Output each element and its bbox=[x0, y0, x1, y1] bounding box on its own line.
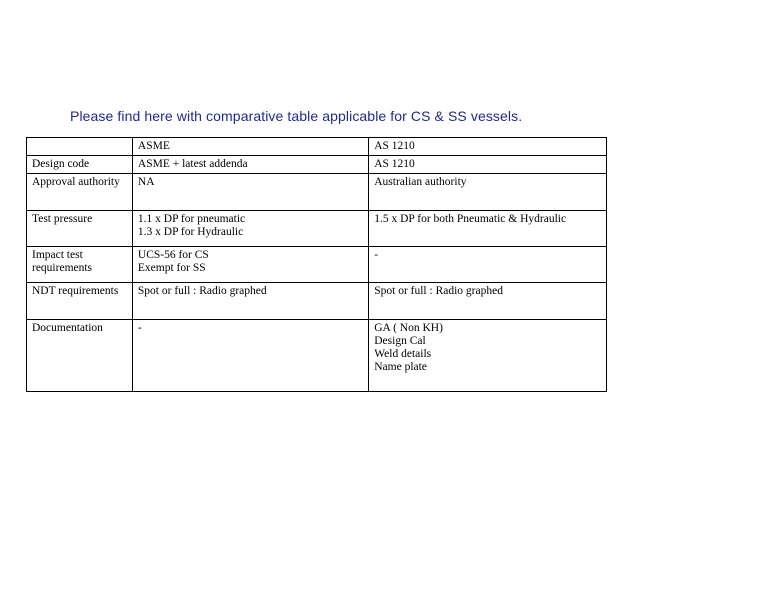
cell-line: Documentation bbox=[32, 322, 103, 334]
cell-line: Name plate bbox=[374, 361, 427, 373]
cell-line: Spot or full : Radio graphed bbox=[374, 285, 503, 297]
cell-line: 1.5 x DP for both Pneumatic & Hydraulic bbox=[374, 213, 567, 225]
row-label bbox=[27, 174, 133, 211]
header-cell-blank bbox=[27, 138, 133, 156]
asme-cell bbox=[132, 156, 368, 174]
cell-line: Design code bbox=[32, 158, 90, 170]
cell-line: NDT requirements bbox=[32, 285, 119, 297]
cell-line: - bbox=[137, 322, 142, 334]
cell-line: requirements bbox=[32, 262, 93, 274]
cell-line: ASME + latest addenda bbox=[137, 158, 248, 170]
cell-line: UCS-56 for CS bbox=[137, 249, 209, 261]
table-row-ndt bbox=[27, 283, 607, 320]
cell-line: GA ( Non KH) bbox=[374, 322, 443, 334]
asme-cell bbox=[132, 211, 368, 247]
cell-line: Design Cal bbox=[374, 335, 426, 347]
cell-line: Weld details bbox=[374, 348, 432, 360]
as1210-cell bbox=[369, 211, 607, 247]
intro-text: Please find here with comparative table applicable for CS & SS vessels. bbox=[70, 108, 523, 124]
row-label bbox=[27, 283, 133, 320]
cell-line: Exempt for SS bbox=[137, 262, 206, 274]
comparison-table bbox=[26, 137, 607, 392]
asme-cell bbox=[132, 320, 368, 392]
table-row-test-pressure bbox=[27, 211, 607, 247]
as1210-cell bbox=[369, 247, 607, 283]
cell-line: Spot or full : Radio graphed bbox=[137, 285, 267, 297]
table-header-row bbox=[27, 138, 607, 156]
table-row-approval-authority bbox=[27, 174, 607, 211]
row-label bbox=[27, 156, 133, 174]
asme-cell bbox=[132, 174, 368, 211]
table-row-documentation bbox=[27, 320, 607, 392]
cell-line: 1.1 x DP for pneumatic bbox=[137, 213, 246, 225]
cell-line: Test pressure bbox=[32, 213, 93, 225]
cell-line: Impact test bbox=[32, 249, 83, 261]
table-row-impact-test bbox=[27, 247, 607, 283]
asme-cell bbox=[132, 283, 368, 320]
cell-line: - bbox=[374, 249, 379, 261]
cell-line: Australian authority bbox=[374, 176, 467, 188]
row-label bbox=[27, 211, 133, 247]
asme-cell bbox=[132, 247, 368, 283]
as1210-cell bbox=[369, 283, 607, 320]
cell-line: AS 1210 bbox=[374, 158, 415, 170]
cell-line: 1.3 x DP for Hydraulic bbox=[137, 226, 244, 238]
row-label bbox=[27, 247, 133, 283]
as1210-cell bbox=[369, 174, 607, 211]
cell-line: Approval authority bbox=[32, 176, 120, 188]
as1210-cell bbox=[369, 156, 607, 174]
cell-line: NA bbox=[137, 176, 155, 188]
row-label bbox=[27, 320, 133, 392]
header-cell-as1210: AS 1210 bbox=[369, 138, 607, 156]
header-cell-asme: ASME bbox=[132, 138, 368, 156]
table-row-design-code bbox=[27, 156, 607, 174]
as1210-cell bbox=[369, 320, 607, 392]
